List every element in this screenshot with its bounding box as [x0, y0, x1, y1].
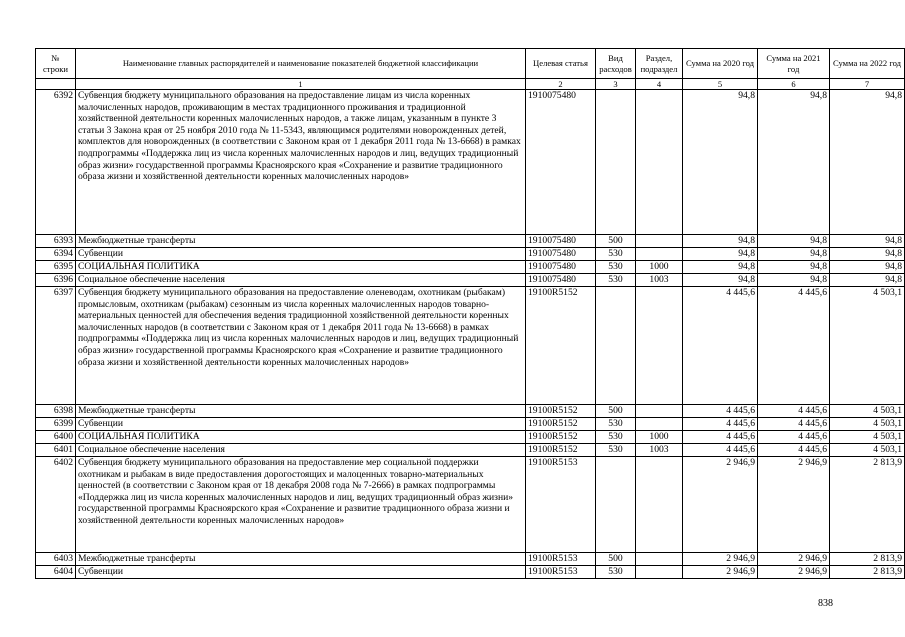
- header-expense-type: Вид расходов: [596, 49, 636, 79]
- row-number: 6399: [36, 418, 76, 431]
- row-name: Межбюджетные трансферты: [76, 405, 526, 418]
- row-sum-2020: 2 946,9: [683, 553, 758, 566]
- page-number: 838: [818, 598, 833, 609]
- row-section: [636, 418, 683, 431]
- table-row: [36, 405, 905, 418]
- row-number: 6395: [36, 261, 76, 274]
- row-target-article: 19100R5152: [526, 431, 596, 444]
- column-number: 4: [636, 79, 683, 90]
- table-row: [36, 274, 905, 287]
- column-number: 2: [526, 79, 596, 90]
- row-section: [636, 235, 683, 248]
- row-section: 1000: [636, 431, 683, 444]
- row-name: Субвенции: [76, 418, 526, 431]
- row-number: 6397: [36, 287, 76, 405]
- row-number: 6396: [36, 274, 76, 287]
- table-row: [36, 431, 905, 444]
- row-sum-2022: 4 503,1: [830, 444, 905, 457]
- header-section: Раздел, подраздел: [636, 49, 683, 79]
- header-sum-2020: Сумма на 2020 год: [683, 49, 758, 79]
- header-sum-2022: Сумма на 2022 год: [830, 49, 905, 79]
- table-row: [36, 457, 905, 553]
- row-expense-type: 500: [596, 405, 636, 418]
- row-number: 6404: [36, 566, 76, 579]
- row-number: 6398: [36, 405, 76, 418]
- row-expense-type: 530: [596, 566, 636, 579]
- row-sum-2022: 2 813,9: [830, 457, 905, 553]
- row-target-article: 19100R5153: [526, 566, 596, 579]
- row-sum-2020: 4 445,6: [683, 444, 758, 457]
- row-target-article: 1910075480: [526, 235, 596, 248]
- header-target-article: Целевая статья: [526, 49, 596, 79]
- row-section: [636, 405, 683, 418]
- row-target-article: 19100R5153: [526, 553, 596, 566]
- row-expense-type: 530: [596, 248, 636, 261]
- row-sum-2021: 2 946,9: [758, 553, 830, 566]
- row-sum-2020: 2 946,9: [683, 457, 758, 553]
- row-sum-2022: 4 503,1: [830, 418, 905, 431]
- row-sum-2021: 94,8: [758, 248, 830, 261]
- row-sum-2022: 4 503,1: [830, 431, 905, 444]
- header-row: [36, 49, 905, 79]
- table-row: [36, 235, 905, 248]
- row-number: 6393: [36, 235, 76, 248]
- table-row: [36, 248, 905, 261]
- row-number: 6401: [36, 444, 76, 457]
- row-expense-type: [596, 90, 636, 235]
- row-expense-type: 530: [596, 261, 636, 274]
- row-name: Социальное обеспечение населения: [76, 274, 526, 287]
- row-sum-2022: 94,8: [830, 90, 905, 235]
- row-name: СОЦИАЛЬНАЯ ПОЛИТИКА: [76, 261, 526, 274]
- row-sum-2020: 4 445,6: [683, 287, 758, 405]
- column-number: 5: [683, 79, 758, 90]
- row-target-article: 19100R5152: [526, 444, 596, 457]
- row-expense-type: 530: [596, 274, 636, 287]
- row-sum-2020: 94,8: [683, 235, 758, 248]
- row-section: 1003: [636, 444, 683, 457]
- row-section: 1003: [636, 274, 683, 287]
- row-section: [636, 248, 683, 261]
- row-sum-2022: 4 503,1: [830, 287, 905, 405]
- row-sum-2021: 2 946,9: [758, 566, 830, 579]
- row-name: Социальное обеспечение населения: [76, 444, 526, 457]
- row-expense-type: 530: [596, 444, 636, 457]
- row-expense-type: [596, 457, 636, 553]
- column-number-empty: [36, 79, 76, 90]
- table-row: [36, 90, 905, 235]
- row-sum-2021: 4 445,6: [758, 405, 830, 418]
- row-name: Межбюджетные трансферты: [76, 235, 526, 248]
- row-sum-2022: 4 503,1: [830, 405, 905, 418]
- row-target-article: 19100R5153: [526, 457, 596, 553]
- budget-table: [35, 48, 905, 579]
- row-target-article: 1910075480: [526, 248, 596, 261]
- row-sum-2020: 94,8: [683, 261, 758, 274]
- row-name: Субвенции: [76, 566, 526, 579]
- row-sum-2022: 94,8: [830, 248, 905, 261]
- row-number: 6403: [36, 553, 76, 566]
- row-sum-2021: 94,8: [758, 235, 830, 248]
- row-target-article: 1910075480: [526, 274, 596, 287]
- row-sum-2021: 4 445,6: [758, 444, 830, 457]
- header-row-number: № строки: [36, 49, 76, 79]
- row-target-article: 1910075480: [526, 261, 596, 274]
- row-sum-2022: 2 813,9: [830, 553, 905, 566]
- row-section: [636, 90, 683, 235]
- row-sum-2021: 94,8: [758, 274, 830, 287]
- column-number: 1: [76, 79, 526, 90]
- row-sum-2020: 94,8: [683, 248, 758, 261]
- row-section: 1000: [636, 261, 683, 274]
- row-number: 6402: [36, 457, 76, 553]
- row-sum-2021: 4 445,6: [758, 287, 830, 405]
- row-sum-2021: 94,8: [758, 90, 830, 235]
- row-section: [636, 553, 683, 566]
- row-expense-type: 500: [596, 235, 636, 248]
- row-sum-2021: 4 445,6: [758, 431, 830, 444]
- row-sum-2020: 4 445,6: [683, 418, 758, 431]
- table-row: [36, 444, 905, 457]
- row-section: [636, 457, 683, 553]
- row-sum-2022: 94,8: [830, 235, 905, 248]
- row-expense-type: 530: [596, 431, 636, 444]
- row-sum-2021: 94,8: [758, 261, 830, 274]
- row-expense-type: 530: [596, 418, 636, 431]
- row-sum-2020: 4 445,6: [683, 431, 758, 444]
- row-number: 6394: [36, 248, 76, 261]
- column-number: 3: [596, 79, 636, 90]
- row-sum-2020: 4 445,6: [683, 405, 758, 418]
- column-number-row: [36, 79, 905, 90]
- table-row: [36, 418, 905, 431]
- row-sum-2021: 2 946,9: [758, 457, 830, 553]
- table-row: [36, 553, 905, 566]
- row-section: [636, 287, 683, 405]
- row-name: СОЦИАЛЬНАЯ ПОЛИТИКА: [76, 431, 526, 444]
- table-row: [36, 287, 905, 405]
- row-sum-2022: 2 813,9: [830, 566, 905, 579]
- row-name: Субвенция бюджету муниципального образования на предоставление оленеводам, охотникам (рыбакам) промысловым, охотникам (рыбакам) сезонным из числа коренных малочисленных народов товарно-материальных ценностей для обеспечения ведения традиционной хозяйственной деятельности коренных малочисленных народов (в соответствии с Законом края от 1 декабря 2011 года № 13-6668) в рамках подпрограммы «Поддержка лиц из числа коренных малочисленных народов и лиц, ведущих традиционный образ жизни» государственной программы Красноярского края «Сохранение и развитие традиционного образа жизни и хозяйственной деятельности коренных малочисленных народов»: [76, 287, 526, 405]
- row-target-article: 19100R5152: [526, 405, 596, 418]
- row-name: Межбюджетные трансферты: [76, 553, 526, 566]
- row-name: Субвенция бюджету муниципального образования на предоставление мер социальной поддержки охотникам и рыбакам в виде предоставления дорогостоящих и малоценных товарно-материальных ценностей (в соответствии с Законом края от 18 декабря 2008 года № 7-2666) в рамках подпрограммы «Поддержка лиц из числа коренных малочисленных народов и лиц, ведущих традиционный образ жизни» государственной программы Красноярского края «Сохранение и развитие традиционного образа жизни и хозяйственной деятельности коренных малочисленных народов»: [76, 457, 526, 553]
- row-sum-2021: 4 445,6: [758, 418, 830, 431]
- column-number: 7: [830, 79, 905, 90]
- row-sum-2020: 94,8: [683, 274, 758, 287]
- row-target-article: 19100R5152: [526, 418, 596, 431]
- table-row: [36, 261, 905, 274]
- row-number: 6392: [36, 90, 76, 235]
- header-name: Наименование главных распорядителей и наименование показателей бюджетной классификации: [76, 49, 526, 79]
- row-number: 6400: [36, 431, 76, 444]
- row-name: Субвенция бюджету муниципального образования на предоставление лицам из числа коренных малочисленных народов, проживающим в местах традиционного проживания и традиционной хозяйственной деятельности коренных малочисленных народов, а также лицам, указанным в пункте 3 статьи 3 Закона края от 25 ноября 2010 года № 11-5343, являющимся родителями новорожденных детей, комплектов для новорожденных (в соответствии с Законом края от 1 декабря 2011 года № 13-6668) в рамках подпрограммы «Поддержка лиц из числа коренных малочисленных народов и лиц, ведущих традиционный образ жизни» государственной программы Красноярского края «Сохранение и развитие традиционного образа жизни и хозяйственной деятельности коренных малочисленных народов»: [76, 90, 526, 235]
- row-sum-2022: 94,8: [830, 274, 905, 287]
- row-expense-type: 500: [596, 553, 636, 566]
- row-section: [636, 566, 683, 579]
- row-sum-2020: 2 946,9: [683, 566, 758, 579]
- header-sum-2021: Сумма на 2021 год: [758, 49, 830, 79]
- row-expense-type: [596, 287, 636, 405]
- row-target-article: 1910075480: [526, 90, 596, 235]
- table-row: [36, 566, 905, 579]
- row-target-article: 19100R5152: [526, 287, 596, 405]
- row-name: Субвенции: [76, 248, 526, 261]
- column-number: 6: [758, 79, 830, 90]
- row-sum-2022: 94,8: [830, 261, 905, 274]
- row-sum-2020: 94,8: [683, 90, 758, 235]
